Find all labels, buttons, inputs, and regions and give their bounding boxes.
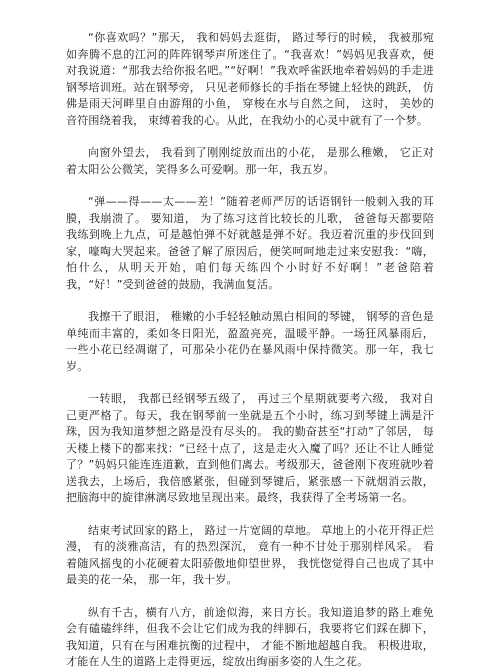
- paragraph-6: 结束考试回家的路上， 路过一片宽阔的草地。 草地上的小花开得正烂漫， 有的淡雅高洁，有的热烈深沉， 竟有一种不甘处于那别样风采。 看着随风摇曳的小花硬着太阳骄傲地仰望世界， 我恍惚觉得自己也成了其中最美的花一朵， 那一年，我十岁。: [66, 523, 434, 586]
- paragraph-1: “你喜欢吗？”那天， 我和妈妈去逛街， 路过琴行的时候， 我被那宛如奔腾不息的江河的阵阵钢琴声所迷住了。“我喜欢！”妈妈见我喜欢，便对我说道：“那我去给你报名吧。”“好啊！”我欢呼雀跃地牵着妈妈的手走进钢琴培训班。站在钢琴旁， 只见老师修长的手指在琴键上轻快的跳跃， 仿佛是雨天河畔里自由游翔的小鱼， 穿梭在水与自然之间， 这时， 美妙的音符围绕着我， 束缚着我的心。从此，在我幼小的心灵中就有了一个梦。: [66, 31, 434, 127]
- paragraph-5: 一转眼， 我都已经钢琴五级了， 再过三个星期就要考六级， 我对自己更严格了。每天，我在钢琴前一坐就是五个小时，练习到琴键上满是汗珠，因为我知道梦想之路是没有尽头的。 我的勤奋甚至“打动”了邻居， 每天楼上楼下的都来找：“已经十点了，这是走火入魔了吗？还让不让人睡觉了？”妈妈只能连连道歉，直到他们离去。考级那天，爸爸刚下夜班就吵着送我去，上场后，我倍感紧张，但碰到琴键后，紧张感一下就烟消云散，把脑海中的旋律淋漓尽致地呈现出来。最终，我获得了全考场第一名。: [66, 392, 434, 504]
- paragraph-2: 向窗外望去， 我看到了刚刚绽放而出的小花， 是那么稚嫩， 它正对着太阳公公微笑，笑得多么可爱啊。那一年，我五岁。: [66, 146, 434, 176]
- paragraph-4: 我擦干了眼泪， 稚嫩的小手轻轻触动黑白相间的琴键， 钢琴的音色是单纯而丰富的，柔如冬日阳光，盈盈亮亮，温暖平静。一场狂风暴雨后，一些小花已经凋谢了，可那朵小花仍在暴风雨中保持微笑。那一年，我七岁。: [66, 310, 434, 373]
- paragraph-3: “弹——得——太——差！”随着老师严厉的话语钢针一般刺入我的耳膜，我崩溃了。 要知道， 为了练习这首比较长的儿歌， 爸爸每天都要陪我练到晚上九点，可是越怕弹不好就越是弹不好。我迈着沉重的步伐回到家，嚎啕大哭起来。爸爸了解了原因后，便笑呵呵地走过来安慰我：“嗨，怕什么，从明天开始，咱们每天练四个小时好不好啊！”老爸陪着我，“好！”受到爸爸的鼓励，我满血复活。: [66, 195, 434, 291]
- paragraph-7: 纵有千古，横有八方，前途似海，来日方长。我知道追梦的路上难免会有磕磕绊绊，但我不会让它们成为我的绊脚石，我要将它们踩在脚下，我知道，只有在与困难抗衡的过程中， 才能不断地超越自我。 积极进取， 才能在人生的道路上走得更远，绽放出绚丽多姿的人生之花。: [66, 605, 434, 668]
